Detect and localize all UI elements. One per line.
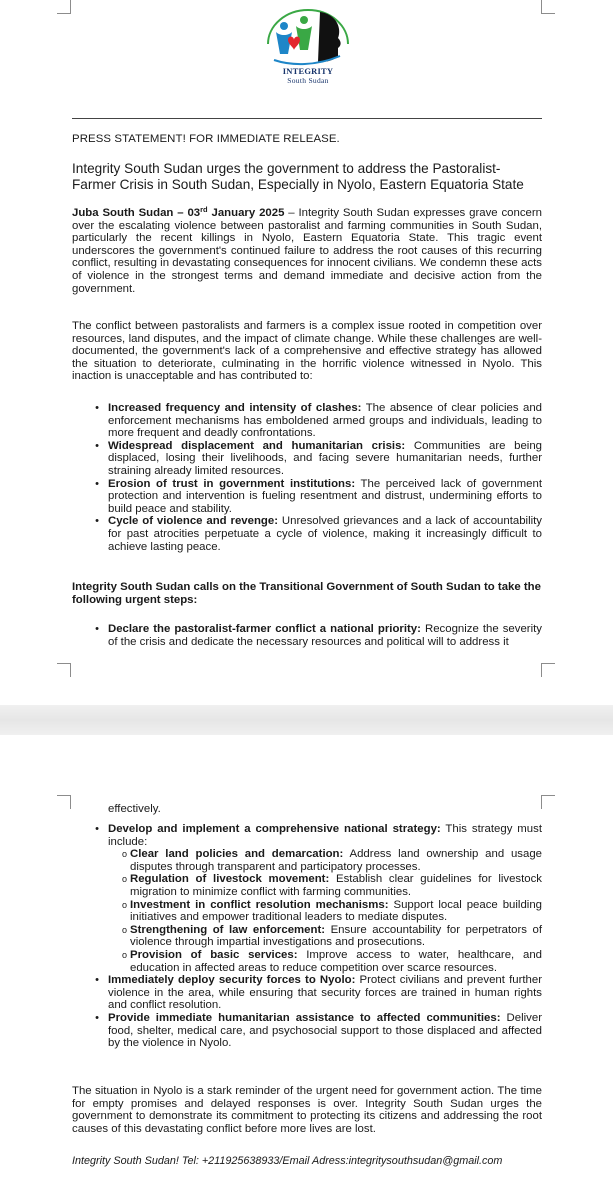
- list-item: • Declare the pastoralist-farmer conflict a national priority: Recognize the severity of the crisis and dedicate the necessary resources and political will to address it: [95, 623, 542, 648]
- person-icon: [300, 16, 308, 24]
- heart-icon: [288, 37, 300, 50]
- crop-mark: [57, 0, 71, 14]
- logo-line-1: INTEGRITY: [282, 66, 334, 76]
- list-item: • Provide immediate humanitarian assistance to affected communities: Deliver food, shelter, medical care, and psychosocial support to those displaced and affected by the violence in Nyolo.: [95, 1011, 542, 1050]
- impacts-list: [92, 402, 542, 553]
- closing-paragraph: The situation in Nyolo is a stark reminder of the urgent need for government action. The time for empty promises and delayed responses is over. Integrity South Sudan urges the government to demonstrate its commitment to protecting its citizens and addressing the root causes of this devastating conflict before more lives are lost.: [72, 1085, 542, 1135]
- sub-list-item: o Clear land policies and demarcation: Address land ownership and usage disputes through transparent and participatory processes.: [122, 848, 542, 873]
- list-item: • Increased frequency and intensity of clashes: The absence of clear policies and enforcement mechanisms has emboldened armed groups and individuals, leading to more frequent and deadly confrontations.: [95, 402, 542, 440]
- person-icon: [280, 22, 288, 30]
- sub-list-item: o Provision of basic services: Improve access to water, healthcare, and education in affected areas to reduce competition over scarce resources.: [122, 948, 542, 974]
- document-page-2: [0, 735, 613, 1200]
- crop-mark: [57, 795, 71, 809]
- crop-mark: [541, 663, 555, 677]
- list-item: • Widespread displacement and humanitarian crisis: Communities are being displaced, losing their livelihoods, and facing severe humanitarian needs, further straining already limited resources.: [95, 439, 543, 477]
- list-item: • Cycle of violence and revenge: Unresolved grievances and a lack of accountability for past atrocities perpetuate a cycle of violence, making it increasingly difficult to achieve lasting peace.: [95, 515, 542, 553]
- strategy-sublist: [114, 848, 542, 974]
- page-separator: [0, 705, 613, 735]
- intro-paragraph: Juba South Sudan – 03rd January 2025 – Integrity South Sudan expresses grave concern over the escalating violence between pastoralist and farming communities in South Sudan, particularly the recent killings in Nyolo, Eastern Equatoria State. This tragic event underscores the government's continued failure to address the root causes of this recurring conflict, resulting in devastating consequences for innocent civilians. We condemn these acts of violence in the strongest terms and demand immediate and decisive action from the government.: [72, 205, 542, 295]
- headline: Integrity South Sudan urges the government to address the Pastoralist-Farmer Crisis in South Sudan, Especially in Nyolo, Eastern Equatoria State: [72, 161, 524, 192]
- crop-mark: [541, 795, 555, 809]
- context-paragraph: The conflict between pastoralists and farmers is a complex issue rooted in competition over resources, land disputes, and the impact of climate change. While these challenges are well-documented, the government's lack of a comprehensive and effective strategy has allowed the situation to deteriorate, culminating in the horrific violence witnessed in Nyolo. This inaction is unacceptable and has contributed to:: [72, 320, 542, 383]
- crop-mark: [57, 663, 71, 677]
- step1-continued: effectively.: [108, 803, 161, 815]
- press-statement-label: PRESS STATEMENT! FOR IMMEDIATE RELEASE.: [72, 133, 340, 145]
- sub-list-item: o Investment in conflict resolution mechanisms: Support local peace building initiatives and empower traditional leaders to mediate disputes.: [122, 898, 542, 924]
- steps-list-page-2: [92, 823, 542, 1050]
- footer-contact: Integrity South Sudan! Tel: +211925638933/Email Adress:integritysouthsudan@gmail.com: [72, 1155, 503, 1167]
- header-divider: [72, 118, 542, 119]
- crop-mark: [541, 0, 555, 14]
- list-item: • Erosion of trust in government institutions: The perceived lack of government protection and intervention is fueling resentment and distrust, undermining efforts to build peace and stability.: [95, 477, 542, 515]
- logo-wordmark: [250, 67, 366, 84]
- list-item: • Immediately deploy security forces to Nyolo: Protect civilians and prevent further violence in the area, while ensuring that security forces are trained in human rights and conflict resolution.: [95, 974, 542, 1012]
- list-item: • Develop and implement a comprehensive national strategy: This strategy must include: o Clear land policies and demarcation: Address land ownership and usage disputes through transparent and participatory processes. o Regulation of livestock movement: Establish clear guidelines for livestock migration to minimize conflict with farming communities. o Investment in conflict resolution mechanisms: Support local peace building initiatives and empower traditional leaders to mediate disputes. o Strengthening of law enforcement: Ensure accountability for perpetrators of violence through impartial investigations and prosecutions. o Provision of basic services: Improve access to water, healthcare, and education in affected areas to reduce competition over scarce resources.: [95, 823, 542, 974]
- logo-line-2: South Sudan: [287, 75, 329, 85]
- dateline: Juba South Sudan – 03rd January 2025: [72, 205, 285, 219]
- steps-list-page-1: [92, 623, 542, 648]
- sub-list-item: o Regulation of livestock movement: Establish clear guidelines for livestock migration to minimize conflict with farming communities.: [122, 873, 542, 898]
- calls-intro: Integrity South Sudan calls on the Transitional Government of South Sudan to take the following urgent steps:: [72, 581, 541, 606]
- sub-list-item: o Strengthening of law enforcement: Ensure accountability for perpetrators of violence through impartial investigations and prosecutions.: [122, 923, 542, 949]
